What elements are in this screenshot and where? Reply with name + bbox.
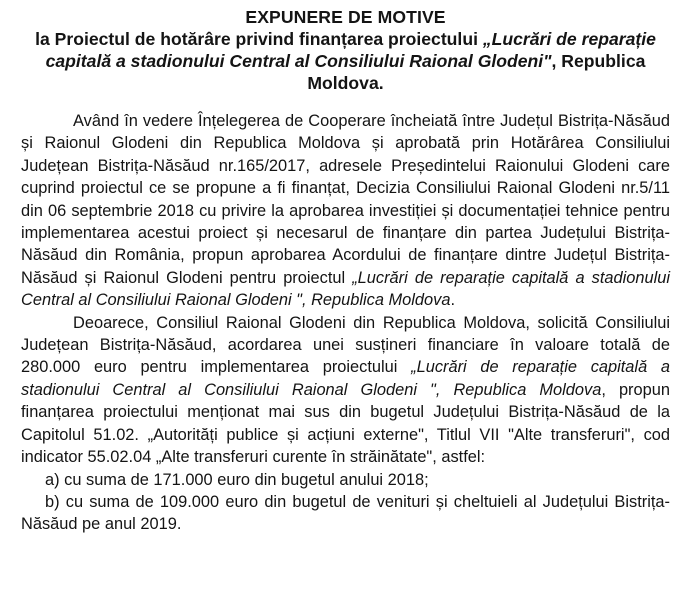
paragraph-request-text: Deoarece, Consiliul Raional Glodeni din Republica Moldova, solicită Consiliului Județean Bistrița-Năsăud, acordarea unei susțineri financiare în valoare totală de 280.000 euro pentru implementarea proiectului — [21, 313, 670, 377]
paragraph-context — [21, 110, 670, 312]
paragraph-context-project: „Lucrări de reparație capitală a stadionului Central al Consiliului Raional Glodeni ", Republica Moldova — [21, 268, 670, 310]
list-item-a: a) cu suma de 171.000 euro din bugetul anului 2018; — [45, 470, 429, 489]
subtitle-suffix: , Republica Moldova. — [307, 51, 646, 93]
document-title: EXPUNERE DE MOTIVE — [245, 7, 446, 27]
paragraph-request — [21, 312, 670, 469]
document-subtitle — [21, 28, 670, 94]
list-item-b: b) cu suma de 109.000 euro din bugetul de venituri și cheltuieli al Județului Bistrița-Năsăud pe anul 2019. — [21, 492, 670, 534]
paragraph-context-text: Având în vedere Înțelegerea de Cooperare încheiată între Județul Bistrița-Năsăud și Raionul Glodeni din Republica Moldova și aprobată prin Hotărârea Consiliului Județean Bistrița-Năsăud nr.165/2017, adresele Președintelui Raionului Glodeni care cuprind proiectul ce se propune a fi finanțat, Decizia Consiliului Raional Glodeni nr.5/11 din 06 septembrie 2018 cu privire la aprobarea investiției și documentației tehnice pentru implementarea acestui proiect și necesarul de finanțare din partea Județului Bistrița-Năsăud din România, propun aprobarea Acordului de finanțare dintre Județul Bistrița-Năsăud și Raionul Glodeni pentru proiectul — [21, 112, 670, 287]
paragraph-request-project: „Lucrări de reparație capitală a stadionului Central al Consiliului Raional Glodeni ", Republica Moldova — [21, 358, 670, 399]
paragraph-context-end: . — [450, 291, 456, 310]
subtitle-project-name: „Lucrări de reparație capitală a stadionului Central al Consiliului Raional Glodeni" — [45, 29, 656, 71]
paragraph-request-end: , propun finanțarea proiectului menționat mai sus din bugetul Județului Bistrița-Năsăud de la Capitolul 51.02. „Autorități publice și acțiuni externe", Titlul VII "Alte transferuri", cod indicator 55.02.04 „Alte transferuri curente în străinătate", astfel: — [21, 380, 670, 467]
subtitle-prefix: la Proiectul de hotărâre privind finanțarea proiectului — [35, 29, 483, 49]
